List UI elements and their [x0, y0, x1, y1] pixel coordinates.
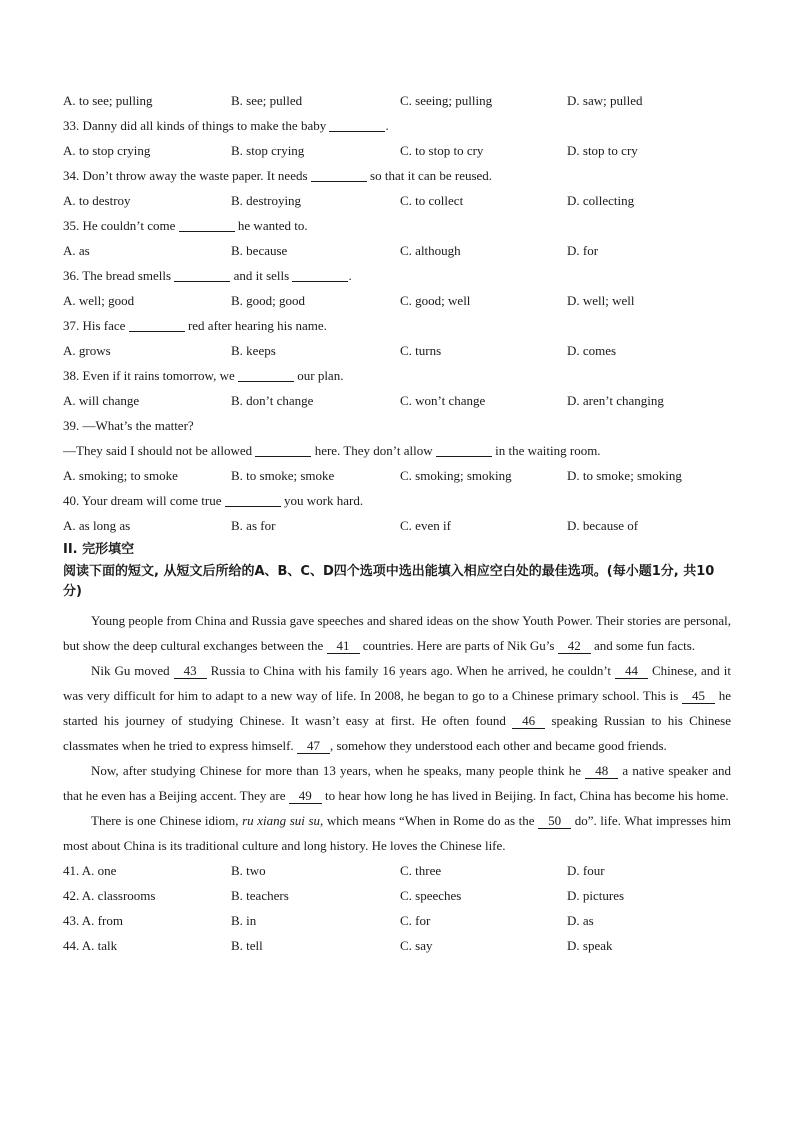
passage-paragraph-2: Nik Gu moved 43 Russia to China with his family 16 years ago. When he arrived, he couldn’t 44 Chinese, and it was very difficult for him to adapt to a new way of life. In 2008, he began to go to a Chinese primary school. This is 45 he started his journey of studying Chinese. It wasn’t easy at first. He often found 46 speaking Russian to his Chinese classmates when he tried to express himself. 47 , somehow they understood each other and became good friends. — [63, 663, 732, 753]
option-b: B. because — [231, 243, 288, 258]
question-38-options — [63, 388, 731, 413]
blank — [329, 117, 385, 132]
option-a: A. to stop crying — [63, 143, 151, 158]
blank — [174, 267, 230, 282]
blank-number: 47 — [297, 739, 330, 754]
question-39-dialogue: —They said I should not be allowed here. They don’t allow in the waiting room. — [63, 443, 601, 458]
question-39-options — [63, 463, 731, 488]
option-a: A. smoking; to smoke — [63, 468, 178, 483]
question-36: 36. The bread smells and it sells . — [63, 268, 352, 283]
option-a: A. to see; pulling — [63, 93, 153, 108]
blank — [292, 267, 348, 282]
question-39: 39. —What’s the matter? — [63, 418, 194, 433]
option-c: C. although — [400, 243, 461, 258]
passage-paragraph-3: Now, after studying Chinese for more than 13 years, when he speaks, many people think he 48 a native speaker and that he even has a Beijing accent. They are 49 to hear how long he has lived in Beijing. In fact, China has become his home. — [63, 763, 731, 803]
option-d: D. well; well — [567, 293, 635, 308]
option-c: C. good; well — [400, 293, 471, 308]
option-c: C. even if — [400, 518, 451, 533]
section-instruction: 阅读下面的短文, 从短文后所给的A、B、C、D四个选项中选出能填入相应空白处的最佳选项。(每小题1分, 共10分) — [63, 564, 715, 599]
exam-page — [63, 88, 731, 958]
option-d: D. saw; pulled — [567, 93, 643, 108]
question-35: 35. He couldn’t come he wanted to. — [63, 218, 308, 233]
option-a: A. as — [63, 243, 90, 258]
option-b: B. keeps — [231, 343, 276, 358]
option-c: C. seeing; pulling — [400, 93, 493, 108]
blank — [311, 167, 367, 182]
option-a: A. to destroy — [63, 193, 131, 208]
option-d: D. to smoke; smoking — [567, 468, 682, 483]
blank-number: 43 — [174, 664, 207, 679]
blank — [238, 367, 294, 382]
blank — [436, 442, 492, 457]
option-d: D. for — [567, 243, 599, 258]
option-c: C. to collect — [400, 193, 464, 208]
option-b: B. stop crying — [231, 143, 305, 158]
option-c: C. to stop to cry — [400, 143, 484, 158]
option-b: B. see; pulled — [231, 93, 303, 108]
question-34-options — [63, 188, 731, 213]
question-38: 38. Even if it rains tomorrow, we our plan. — [63, 368, 344, 383]
option-a: A. as long as — [63, 518, 131, 533]
option-c: C. won’t change — [400, 393, 486, 408]
cloze-options-42: 42. A. classrooms B. teachers C. speeches D. pictures — [63, 888, 625, 903]
option-d: D. comes — [567, 343, 617, 358]
option-c: C. smoking; smoking — [400, 468, 512, 483]
blank-number: 44 — [615, 664, 648, 679]
blank-number: 49 — [289, 789, 322, 804]
option-b: B. good; good — [231, 293, 306, 308]
blank — [129, 317, 185, 332]
blank — [255, 442, 311, 457]
passage-paragraph-1: Young people from China and Russia gave speeches and shared ideas on the show Youth Power. Their stories are personal, but show the deep cultural exchanges between the 41 countries. Here are parts of Nik Gu’s 42 and some fun facts. — [63, 613, 731, 653]
question-35-options — [63, 238, 731, 263]
question-37: 37. His face red after hearing his name. — [63, 318, 327, 333]
blank-number: 48 — [585, 764, 618, 779]
blank-number: 45 — [682, 689, 715, 704]
q32-options — [63, 88, 731, 113]
option-b: B. destroying — [231, 193, 302, 208]
blank-number: 41 — [327, 639, 360, 654]
option-b: B. to smoke; smoke — [231, 468, 335, 483]
blank — [225, 492, 281, 507]
option-a: A. grows — [63, 343, 111, 358]
option-a: A. will change — [63, 393, 140, 408]
option-d: D. stop to cry — [567, 143, 638, 158]
cloze-options-41: 41. A. one B. two C. three D. four — [63, 863, 605, 878]
cloze-options-43: 43. A. from B. in C. for D. as — [63, 913, 594, 928]
question-36-options — [63, 288, 731, 313]
option-b: B. don’t change — [231, 393, 314, 408]
question-34: 34. Don’t throw away the waste paper. It needs so that it can be reused. — [63, 168, 493, 183]
question-40-options — [63, 513, 731, 538]
question-40: 40. Your dream will come true you work hard. — [63, 493, 364, 508]
blank-number: 42 — [558, 639, 591, 654]
blank — [179, 217, 235, 232]
option-d: D. collecting — [567, 193, 635, 208]
option-c: C. turns — [400, 343, 442, 358]
blank-number: 46 — [512, 714, 545, 729]
option-a: A. well; good — [63, 293, 135, 308]
option-d: D. aren’t changing — [567, 393, 664, 408]
option-b: B. as for — [231, 518, 276, 533]
option-d: D. because of — [567, 518, 639, 533]
question-37-options — [63, 338, 731, 363]
question-33-options — [63, 138, 731, 163]
section-title: II. 完形填空 — [63, 542, 135, 557]
cloze-options-44: 44. A. talk B. tell C. say D. speak — [63, 938, 613, 953]
passage-paragraph-4: There is one Chinese idiom, ru xiang sui su, which means “When in Rome do as the 50 do”. life. What impresses him most about China is its traditional culture and long history. He loves the Chinese life. — [63, 813, 732, 853]
blank-number: 50 — [538, 814, 571, 829]
question-33: 33. Danny did all kinds of things to make the baby . — [63, 118, 389, 133]
